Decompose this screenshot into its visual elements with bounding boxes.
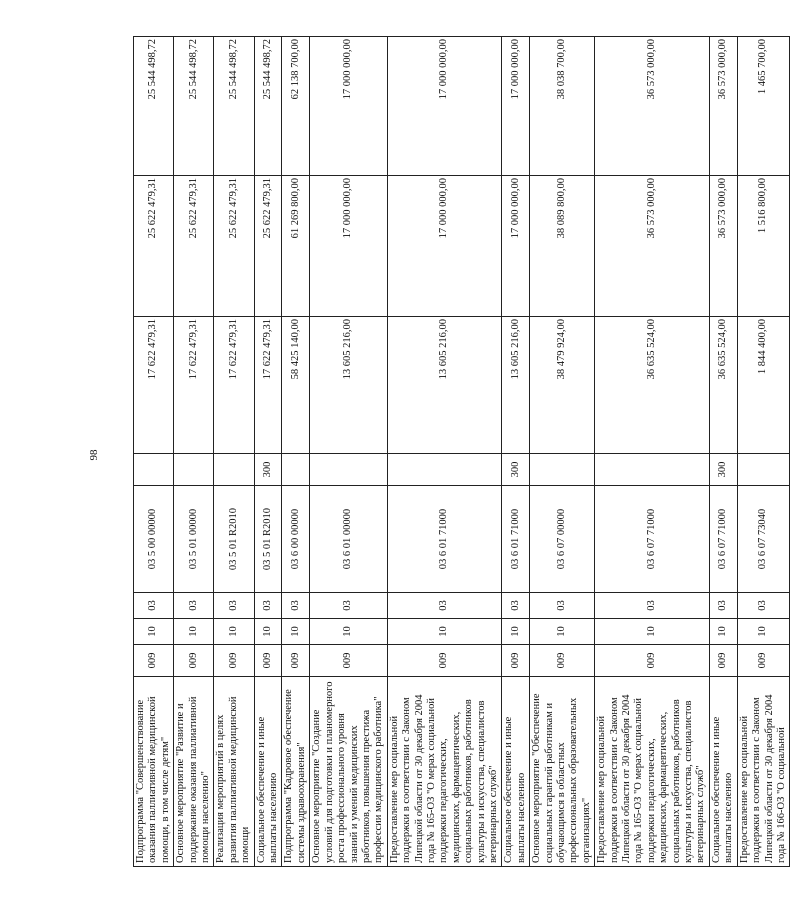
row-expense-type [134,454,174,486]
row-sum-2: 25 622 479,31 [174,176,214,317]
row-subsection: 03 [530,593,595,619]
row-target-article: 03 5 00 00000 [134,486,174,593]
table-row [310,37,387,867]
row-name: Предоставление мер социальной поддержки в соответствии с Законом Липецкой области от 30 декабря 2004 года № 165-ОЗ "О мерах социальной поддержки педагогических, медицинских, фармацевтических, социальных работников, работников культуры и искусства, специалистов ветеринарных служб" [387,677,502,867]
row-expense-type [214,454,254,486]
row-subsection: 03 [282,593,310,619]
row-target-article: 03 5 01 00000 [174,486,214,593]
row-sum-1: 17 622 479,31 [174,317,214,454]
row-section: 10 [214,619,254,645]
row-name: Основное мероприятие "Создание условий для подготовки и планомерного роста профессионального уровня знаний и умений медицинских работников, повышения престижа профессии медицинского работника" [310,677,387,867]
row-admin-code: 009 [502,645,530,677]
row-subsection: 03 [595,593,710,619]
row-target-article: 03 6 07 00000 [530,486,595,593]
row-expense-type [282,454,310,486]
table-row [214,37,254,867]
row-admin-code: 009 [214,645,254,677]
row-name: Реализация мероприятий в целях развития паллиативной медицинской помощи [214,677,254,867]
row-name: Основное мероприятие "Развитие и поддержание оказания паллиативной помощи населению" [174,677,214,867]
row-section: 10 [387,619,502,645]
row-sum-3: 36 573 000,00 [595,37,710,176]
row-expense-type [310,454,387,486]
row-admin-code: 009 [387,645,502,677]
row-section: 10 [134,619,174,645]
row-target-article: 03 6 01 71000 [387,486,502,593]
row-section: 10 [502,619,530,645]
row-target-article: 03 6 07 71000 [709,486,737,593]
row-section: 10 [737,619,790,645]
row-sum-1: 1 844 400,00 [737,317,790,454]
row-expense-type: 300 [254,454,282,486]
table-row [709,37,737,867]
row-target-article: 03 5 01 R2010 [214,486,254,593]
row-section: 10 [282,619,310,645]
row-admin-code: 009 [254,645,282,677]
budget-table [133,36,790,867]
row-expense-type [737,454,790,486]
row-subsection: 03 [134,593,174,619]
row-subsection: 03 [709,593,737,619]
row-sum-1: 17 622 479,31 [254,317,282,454]
table-row [282,37,310,867]
row-subsection: 03 [254,593,282,619]
row-sum-1: 36 635 524,00 [709,317,737,454]
row-sum-2: 25 622 479,31 [254,176,282,317]
row-sum-2: 36 573 000,00 [709,176,737,317]
row-sum-3: 25 544 498,72 [174,37,214,176]
table-row [502,37,530,867]
table-row [254,37,282,867]
row-sum-1: 13 605 216,00 [387,317,502,454]
row-admin-code: 009 [174,645,214,677]
row-expense-type [387,454,502,486]
row-expense-type [595,454,710,486]
row-sum-1: 38 479 924,00 [530,317,595,454]
table-row [737,37,790,867]
row-admin-code: 009 [134,645,174,677]
row-sum-2: 25 622 479,31 [214,176,254,317]
row-name: Основное мероприятие "Обеспечение социальных гарантий работникам и обучающимся в областных профессиональных образовательных организациях" [530,677,595,867]
row-sum-3: 17 000 000,00 [310,37,387,176]
row-sum-2: 17 000 000,00 [310,176,387,317]
row-expense-type [530,454,595,486]
row-subsection: 03 [214,593,254,619]
row-sum-2: 25 622 479,31 [134,176,174,317]
row-expense-type: 300 [709,454,737,486]
row-subsection: 03 [174,593,214,619]
row-sum-3: 62 138 700,00 [282,37,310,176]
table-body [134,37,790,867]
row-expense-type: 300 [502,454,530,486]
row-subsection: 03 [502,593,530,619]
row-sum-3: 36 573 000,00 [709,37,737,176]
row-admin-code: 009 [709,645,737,677]
table-row [387,37,502,867]
row-admin-code: 009 [310,645,387,677]
row-subsection: 03 [310,593,387,619]
row-section: 10 [595,619,710,645]
table-row [174,37,214,867]
row-target-article: 03 5 01 R2010 [254,486,282,593]
row-sum-3: 17 000 000,00 [387,37,502,176]
row-sum-2: 38 089 800,00 [530,176,595,317]
row-sum-1: 36 635 524,00 [595,317,710,454]
row-name: Социальное обеспечение и иные выплаты населению [709,677,737,867]
row-expense-type [174,454,214,486]
row-sum-2: 17 000 000,00 [502,176,530,317]
row-sum-1: 58 425 140,00 [282,317,310,454]
row-sum-1: 17 622 479,31 [134,317,174,454]
row-sum-3: 1 465 700,00 [737,37,790,176]
row-target-article: 03 6 07 71000 [595,486,710,593]
row-name: Социальное обеспечение и иные выплаты населению [502,677,530,867]
row-sum-2: 36 573 000,00 [595,176,710,317]
row-target-article: 03 6 01 71000 [502,486,530,593]
row-section: 10 [254,619,282,645]
row-name: Предоставление мер социальной поддержки в соответствии с Законом Липецкой области от 30 декабря 2004 года № 166-ОЗ "О социальной [737,677,790,867]
row-section: 10 [530,619,595,645]
row-admin-code: 009 [530,645,595,677]
row-sum-3: 17 000 000,00 [502,37,530,176]
row-sum-1: 17 622 479,31 [214,317,254,454]
row-sum-1: 13 605 216,00 [310,317,387,454]
row-sum-2: 61 269 800,00 [282,176,310,317]
table-row [134,37,174,867]
row-target-article: 03 6 00 00000 [282,486,310,593]
row-sum-2: 17 000 000,00 [387,176,502,317]
row-subsection: 03 [387,593,502,619]
row-sum-3: 25 544 498,72 [254,37,282,176]
row-name: Предоставление мер социальной поддержки в соответствии с Законом Липецкой области от 30 декабря 2004 года № 165-ОЗ "О мерах социальной поддержки педагогических, медицинских, фармацевтических, социальных работников, работников культуры и искусства, специалистов ветеринарных служб" [595,677,710,867]
row-sum-1: 13 605 216,00 [502,317,530,454]
row-name: Подпрограмма "Совершенствование оказания паллиативной медицинской помощи, в том числе детям" [134,677,174,867]
row-section: 10 [709,619,737,645]
row-target-article: 03 6 01 00000 [310,486,387,593]
row-name: Подпрограмма "Кадровое обеспечение системы здравоохранения" [282,677,310,867]
row-sum-3: 38 038 700,00 [530,37,595,176]
row-section: 10 [174,619,214,645]
table-row [595,37,710,867]
row-subsection: 03 [737,593,790,619]
rotated-page [133,37,787,867]
row-sum-3: 25 544 498,72 [134,37,174,176]
row-name: Социальное обеспечение и иные выплаты населению [254,677,282,867]
row-sum-2: 1 516 800,00 [737,176,790,317]
row-admin-code: 009 [737,645,790,677]
row-sum-3: 25 544 498,72 [214,37,254,176]
table-row [530,37,595,867]
row-admin-code: 009 [595,645,710,677]
page-number: 98 [88,449,100,461]
row-target-article: 03 6 07 73040 [737,486,790,593]
row-section: 10 [310,619,387,645]
row-admin-code: 009 [282,645,310,677]
